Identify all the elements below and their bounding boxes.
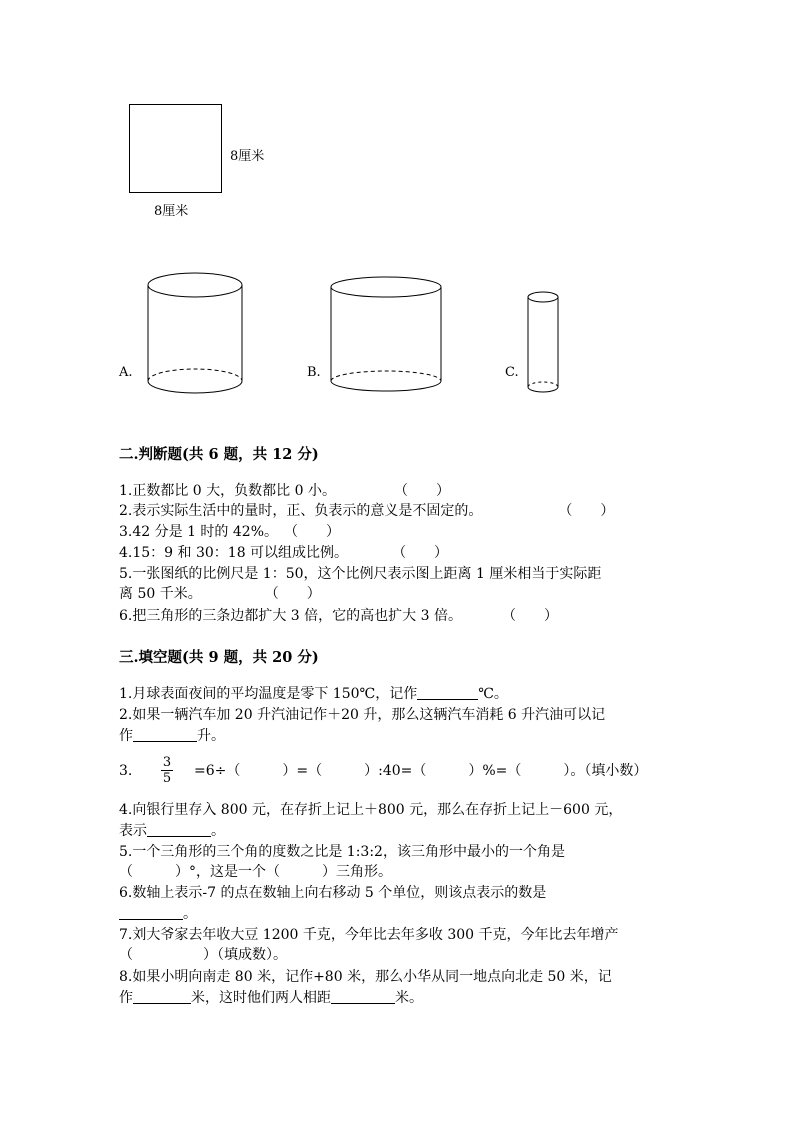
judge-item-4: 4.15：9 和 30：18 可以组成比例。 （ ） <box>119 545 449 561</box>
fill-item-6-line2: 。 <box>119 904 197 924</box>
judge-item-5-line2: 离 50 千米。 （ ） <box>119 586 321 602</box>
answer-paren[interactable]: （ ） <box>264 586 321 602</box>
fill-item-1: 1.月球表面夜间的平均温度是零下 150℃，记作 ℃。 <box>119 686 508 702</box>
option-c-label: C. <box>505 365 519 380</box>
judge-item-5-line1: 5.一张图纸的比例尺是 1：50，这个比例尺表示图上距离 1 厘米相当于实际距 <box>119 566 602 582</box>
fill-item-6-line1: 6.数轴上表示-7 的点在数轴上向右移动 5 个单位，则该点表示的数是 <box>119 885 547 901</box>
fill-item-5-line2: （ ）°，这是一个（ ）三角形。 <box>119 864 392 880</box>
cylinder-a <box>146 272 244 396</box>
answer-blank[interactable] <box>147 822 211 837</box>
fraction-numerator: 3 <box>162 755 172 770</box>
option-b-label: B. <box>307 365 321 380</box>
fill-item-2-line1: 2.如果一辆汽车加 20 升汽油记作＋20 升，那么这辆汽车消耗 6 升汽油可以记 <box>119 707 606 723</box>
judge-item-6: 6.把三角形的三条边都扩大 3 倍，它的高也扩大 3 倍。 （ ） <box>119 608 558 624</box>
answer-paren[interactable]: （ ） <box>284 524 340 540</box>
cylinder-b <box>329 276 445 394</box>
fill-item-7-line1: 7.刘大爷家去年收大豆 1200 千克，今年比去年多收 300 千克，今年比去年增产 <box>119 927 619 943</box>
fill-item-5-line1: 5.一个三角形的三个角的度数之比是 1:3:2，该三角形中最小的一个角是 <box>119 844 565 860</box>
answer-blank[interactable] <box>119 905 183 920</box>
square-figure <box>129 104 222 193</box>
judge-item-1: 1.正数都比 0 大，负数都比 0 小。 （ ） <box>119 483 450 499</box>
fraction-denominator: 5 <box>162 771 172 786</box>
fill-item-3-number: 3. <box>119 763 133 779</box>
fill-item-4-line2: 表示 。 <box>119 823 225 839</box>
judge-item-3: 3.42 分是 1 时的 42%。 （ ） <box>119 524 340 540</box>
cylinder-c <box>526 291 560 395</box>
fill-item-8-line1: 8.如果小明向南走 80 米，记作+80 米，那么小华从同一地点向北走 50 米，记 <box>119 969 612 985</box>
option-a-label: A. <box>119 365 133 380</box>
answer-blank[interactable] <box>133 727 197 742</box>
fill-item-8-line2: 作 米，这时他们两人相距 米。 <box>119 990 423 1006</box>
square-side-label: 8厘米 <box>230 149 265 164</box>
section-2-heading: 二.判断题(共 6 题，共 12 分) <box>119 446 319 463</box>
fill-item-3-rest: =6÷（ ）=（ ）:40=（ ）%=（ ）。（填小数） <box>194 763 648 779</box>
fill-item-4-line1: 4.向银行里存入 800 元，在存折上记上＋800 元，那么在存折上记上－600 元， <box>119 802 623 818</box>
fill-item-2-line2: 作 升。 <box>119 728 225 744</box>
judge-item-2: 2.表示实际生活中的量时，正、负表示的意义是不固定的。 （ ） <box>119 503 615 519</box>
answer-blank[interactable] <box>417 685 478 700</box>
fill-item-7-line2: （ ）（填成数）。 <box>119 947 287 963</box>
answer-blank[interactable] <box>133 989 191 1004</box>
fraction-three-fifths <box>159 755 175 786</box>
square-bottom-label: 8厘米 <box>154 204 189 219</box>
answer-blank[interactable] <box>331 989 395 1004</box>
answer-paren[interactable]: （ ） <box>392 545 449 561</box>
answer-paren[interactable]: （ ） <box>393 483 450 499</box>
answer-paren[interactable]: （ ） <box>558 503 615 519</box>
answer-paren[interactable]: （ ） <box>501 608 558 624</box>
section-3-heading: 三.填空题(共 9 题，共 20 分) <box>119 649 319 666</box>
